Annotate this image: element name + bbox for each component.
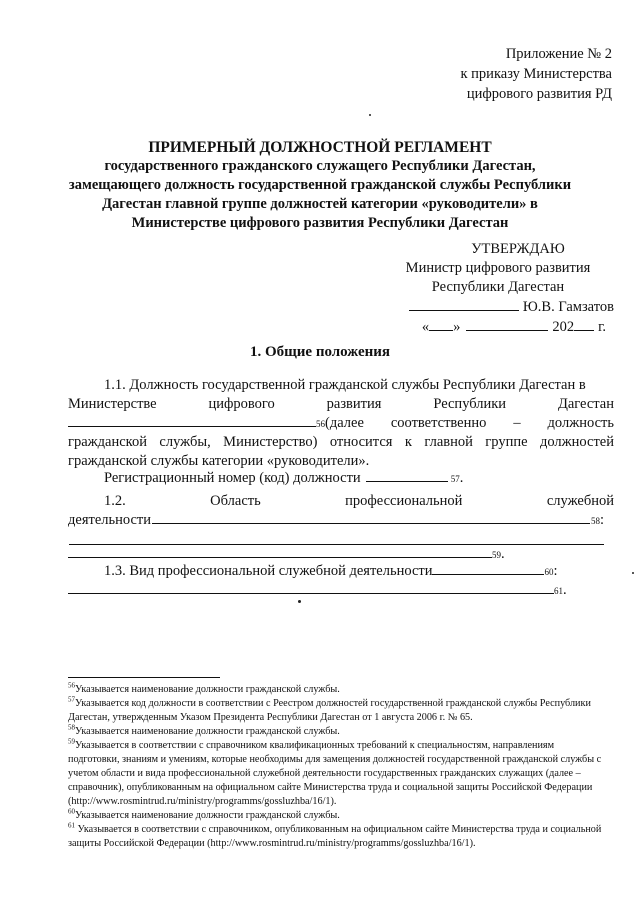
signatory-name: Ю.В. Гамзатов [522,299,614,315]
annex-line-1: Приложение № 2 [505,46,612,62]
footnote-text: Указывается в соответствии с справочником, опубликованным на официальном сайте Министерства труда и социальной защиты Российской Федерации (http://www.rosmintrud.ru/ministry/programms/gossluzhba/16/1). [68,824,602,849]
footnote-text: Указывается в соответствии с справочником квалификационных требований к специальностям, направлениям подготовки, знаниям и умениям, которые необходимы для замещения должностей государственной гражданской службы с учетом области и вида профессиональной служебной деятельности государственных гражданских служащих (далее – справочник), опубликованным на официальном сайте Министерства труда и социальной защиты Российской Федерации (http://www.rosmintrud.ru/ministry/programms/gossluzhba/16/1). [68,740,602,807]
p11-word: развития [326,396,382,412]
annex-line-3: цифрового развития РД [466,86,612,102]
p12-line-4: 59 . [68,545,614,562]
paragraph-1-1 [68,376,614,471]
p12-line-1 [68,492,614,511]
scan-speck [369,114,371,116]
scan-speck [632,572,634,574]
date-day-blank [429,317,453,331]
footnote-text: Указывается наименование должности гражданской службы. [75,726,340,737]
signature-blank [409,297,519,311]
footnote-number: 60 [68,807,75,816]
registration-number-label: Регистрационный номер (код) должности [104,470,361,486]
date-close-quote: » [453,319,461,335]
date-year-prefix: 202 [552,319,575,335]
punctuation: : [599,512,604,528]
p12-word: профессиональной [345,493,463,509]
scan-speck [298,600,301,603]
title-line-2: замещающего должность государственной гражданской службы Республики [68,177,572,193]
approver-position-2: Республики Дагестан [431,279,565,295]
punctuation: . [459,470,464,486]
p12-word: 1.2. [104,493,126,509]
annex-line-2: к приказу Министерства [460,66,612,82]
footnote-number: 58 [68,723,75,732]
approve-word: УТВЕРЖДАЮ [471,241,565,257]
date-open-quote: « [421,319,430,335]
p11-line-1: 1.1. Должность государственной гражданской службы Республики Дагестан в [104,377,586,393]
p12-line-3 [68,532,614,545]
p11-word: Министерстве [68,396,157,412]
p12-word: Область [210,493,261,509]
p12-word: служебной [546,493,614,509]
title-line-4: Министерстве цифрового развития Республики Дагестан [131,215,509,231]
p11-line-3: 56 (далее соответственно – должность [68,414,614,433]
section-heading: 1. Общие положения [249,344,391,360]
p11-word: соответственно [390,415,487,431]
p12-line-2: деятельности 58 : [68,512,604,528]
title-line-1: государственного гражданского служащего Республики Дагестан, [104,158,536,174]
p11-word: должность [547,415,614,431]
title-heading: ПРИМЕРНЫЙ ДОЛЖНОСТНОЙ РЕГЛАМЕНТ [148,139,492,156]
footnote-text: Указывается код должности в соответствии с Реестром должностей государственной гражданской службы Республики Дагестан, утвержденным Указом Президента Республики Дагестан от 1 августа 2006 г. № 65. [68,698,591,723]
approver-position-1: Министр цифрового развития [405,260,591,276]
date-line [382,317,614,337]
p12-area-label: деятельности [68,512,152,528]
punctuation: . [563,582,567,598]
p11-word: Дагестан [557,396,614,412]
date-year-blank [574,317,594,331]
activity-area-blank-2 [69,532,604,545]
date-month-blank [466,317,548,331]
footnote-number: 61 [68,821,75,830]
document-title [60,138,580,233]
annex-header [461,44,613,104]
registration-number-blank [366,469,448,482]
title-line-3: Дагестан главной группе должностей категории «руководители» в [102,196,538,212]
activity-type-blank-2 [68,581,554,594]
punctuation: . [501,546,505,562]
registration-number-paragraph: Регистрационный номер (код) должности 57 . [104,470,464,486]
p11-line-4-text: гражданской службы, Министерство) относится к главной группе должностей [68,434,614,450]
p11-line-4 [68,433,614,452]
footnotes [68,683,608,851]
footnote-number: 57 [68,695,75,704]
p13-text: 1.3. Вид профессиональной служебной деятельности [104,563,433,579]
footnote-61 [68,823,608,851]
approval-block [382,240,614,337]
footnote-text: Указывается наименование должности гражданской службы. [75,684,340,695]
p11-line-5-text: гражданской службы категории «руководители». [68,453,370,469]
p11-word: (далее [325,415,364,431]
punctuation: : [553,563,558,579]
footnote-59 [68,739,608,809]
activity-area-blank [152,511,590,524]
paragraph-1-2 [68,492,614,562]
p11-word: Республики [433,396,507,412]
p13-line-2: 61 . [68,581,614,600]
activity-type-blank [432,562,544,575]
position-name-blank [68,414,316,427]
footnote-60 [68,809,608,823]
footnote-separator [68,677,220,678]
footnote-56 [68,683,608,697]
footnote-58 [68,725,608,739]
p11-word: цифрового [208,396,275,412]
footnote-57 [68,697,608,725]
date-year-suffix: г. [598,319,606,335]
signature-line [382,297,614,317]
activity-area-blank-3 [68,545,492,558]
footnote-text: Указывается наименование должности гражданской службы. [75,810,340,821]
footnote-number: 56 [68,681,75,690]
footnote-number: 59 [68,737,75,746]
paragraph-1-3 [68,562,614,600]
p11-word: – [513,415,521,431]
p11-line-2 [68,395,614,414]
p13-line-1: 1.3. Вид профессиональной служебной деятельности 60 : [104,563,558,579]
